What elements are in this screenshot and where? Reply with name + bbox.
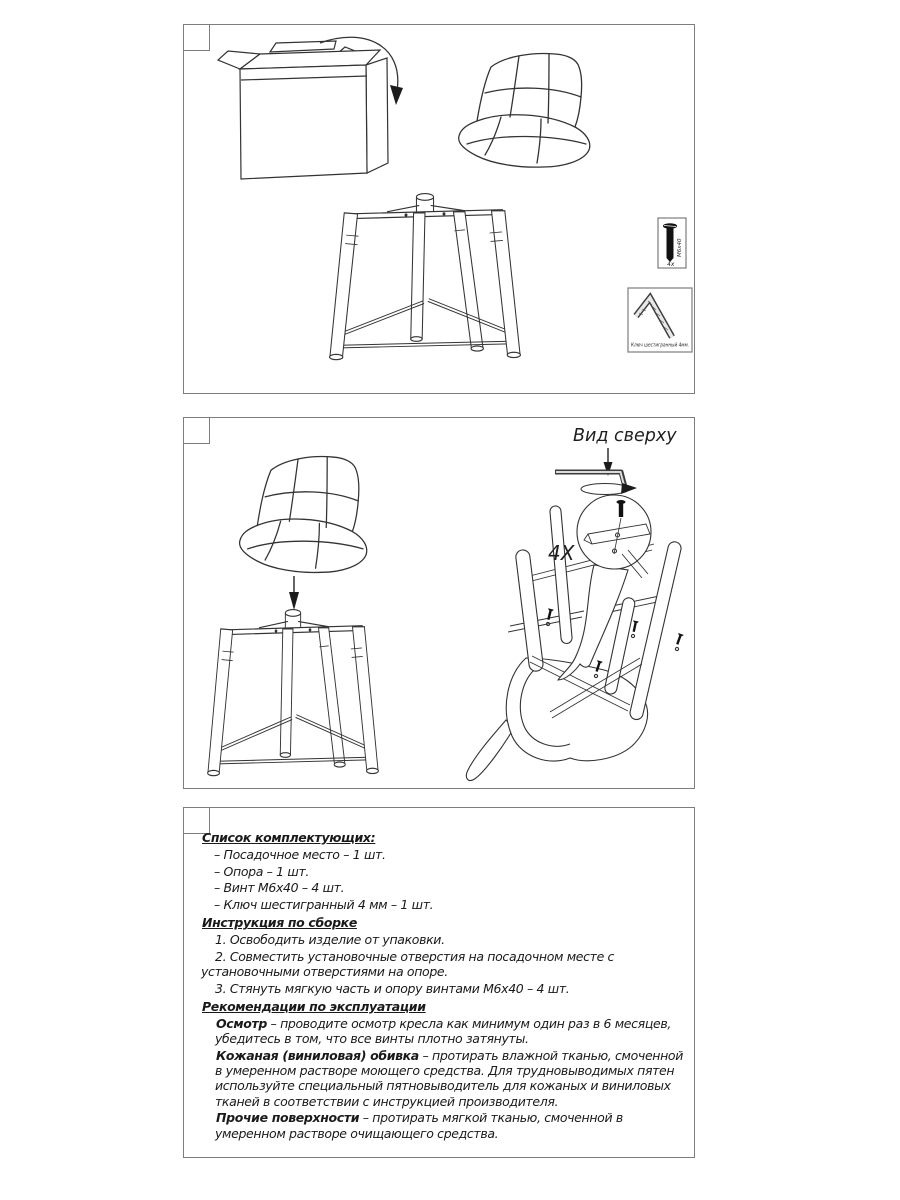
care-text: – проводите осмотр кресла как минимум один раз в 6 месяцев, убедитесь в том, что все винты плотно затянуты. — [215, 1015, 671, 1046]
hex-key-caption: Ключ шестигранный 4мм. — [631, 342, 689, 349]
care-paragraph — [184, 1016, 690, 1047]
parts-heading: Список комплектующих: — [202, 830, 376, 845]
care-text: – протирать влажной тканью, смоченной в умеренном растворе моющего средства. Для трудновыводимых пятен используйте специальный пятновыводитель для кожаных и виниловых тканей в соответствии с инструкцией производителя. — [215, 1047, 684, 1109]
panel-unpacking — [183, 24, 695, 394]
parts-item: – Винт М6х40 – 4 шт. — [214, 880, 345, 896]
assembly-step: 2. Совместить установочные отверстия на посадочном месте с установочными отверстиями на опоре. — [201, 948, 615, 979]
screw-qty-label: 4x — [667, 261, 675, 268]
screw-size-label: М6х40 — [677, 238, 683, 257]
parts-item: – Опора – 1 шт. — [214, 863, 310, 879]
down-arrow-icon — [289, 576, 299, 610]
detail-balloon — [558, 495, 651, 680]
flipped-chair-illustration — [466, 495, 683, 780]
care-text: – протирать мягкой тканью, смоченной в умеренном растворе очищающего средства. — [215, 1110, 623, 1141]
care-paragraph — [184, 1048, 690, 1109]
assembly-heading: Инструкция по сборке — [202, 915, 357, 931]
qty-label: 4X — [548, 541, 575, 565]
hex-key-icon — [628, 288, 692, 352]
care-lead: Осмотр — [216, 1015, 267, 1031]
assembly-step: 3. Стянуть мягкую часть и опору винтами М6х40 – 4 шт. — [215, 980, 570, 996]
panel-instructions — [183, 807, 695, 1158]
panel-assembly — [183, 417, 695, 789]
instructions-text — [184, 827, 694, 1142]
assembly-illustration — [184, 418, 694, 788]
screw-icon — [658, 218, 686, 268]
care-lead: Кожаная (виниловая) обивка — [216, 1047, 419, 1063]
base-illustration — [330, 194, 521, 360]
assembly-step: 1. Освободить изделие от упаковки. — [215, 932, 445, 947]
seat-illustration — [240, 457, 367, 573]
hex-key-rotation-icon — [555, 472, 637, 495]
parts-item: – Посадочное место – 1 шт. — [214, 846, 386, 862]
seat-illustration — [459, 54, 590, 168]
care-paragraph — [184, 1110, 690, 1141]
top-view-label: Вид сверху — [573, 426, 677, 446]
unpacking-illustration — [184, 25, 694, 393]
box-illustration — [218, 41, 388, 179]
parts-item: – Ключ шестигранный 4 мм – 1 шт. — [214, 897, 434, 912]
care-lead: Прочие поверхности — [216, 1110, 360, 1126]
base-illustration — [208, 610, 379, 776]
care-heading: Рекомендации по эксплуатации — [202, 999, 426, 1014]
